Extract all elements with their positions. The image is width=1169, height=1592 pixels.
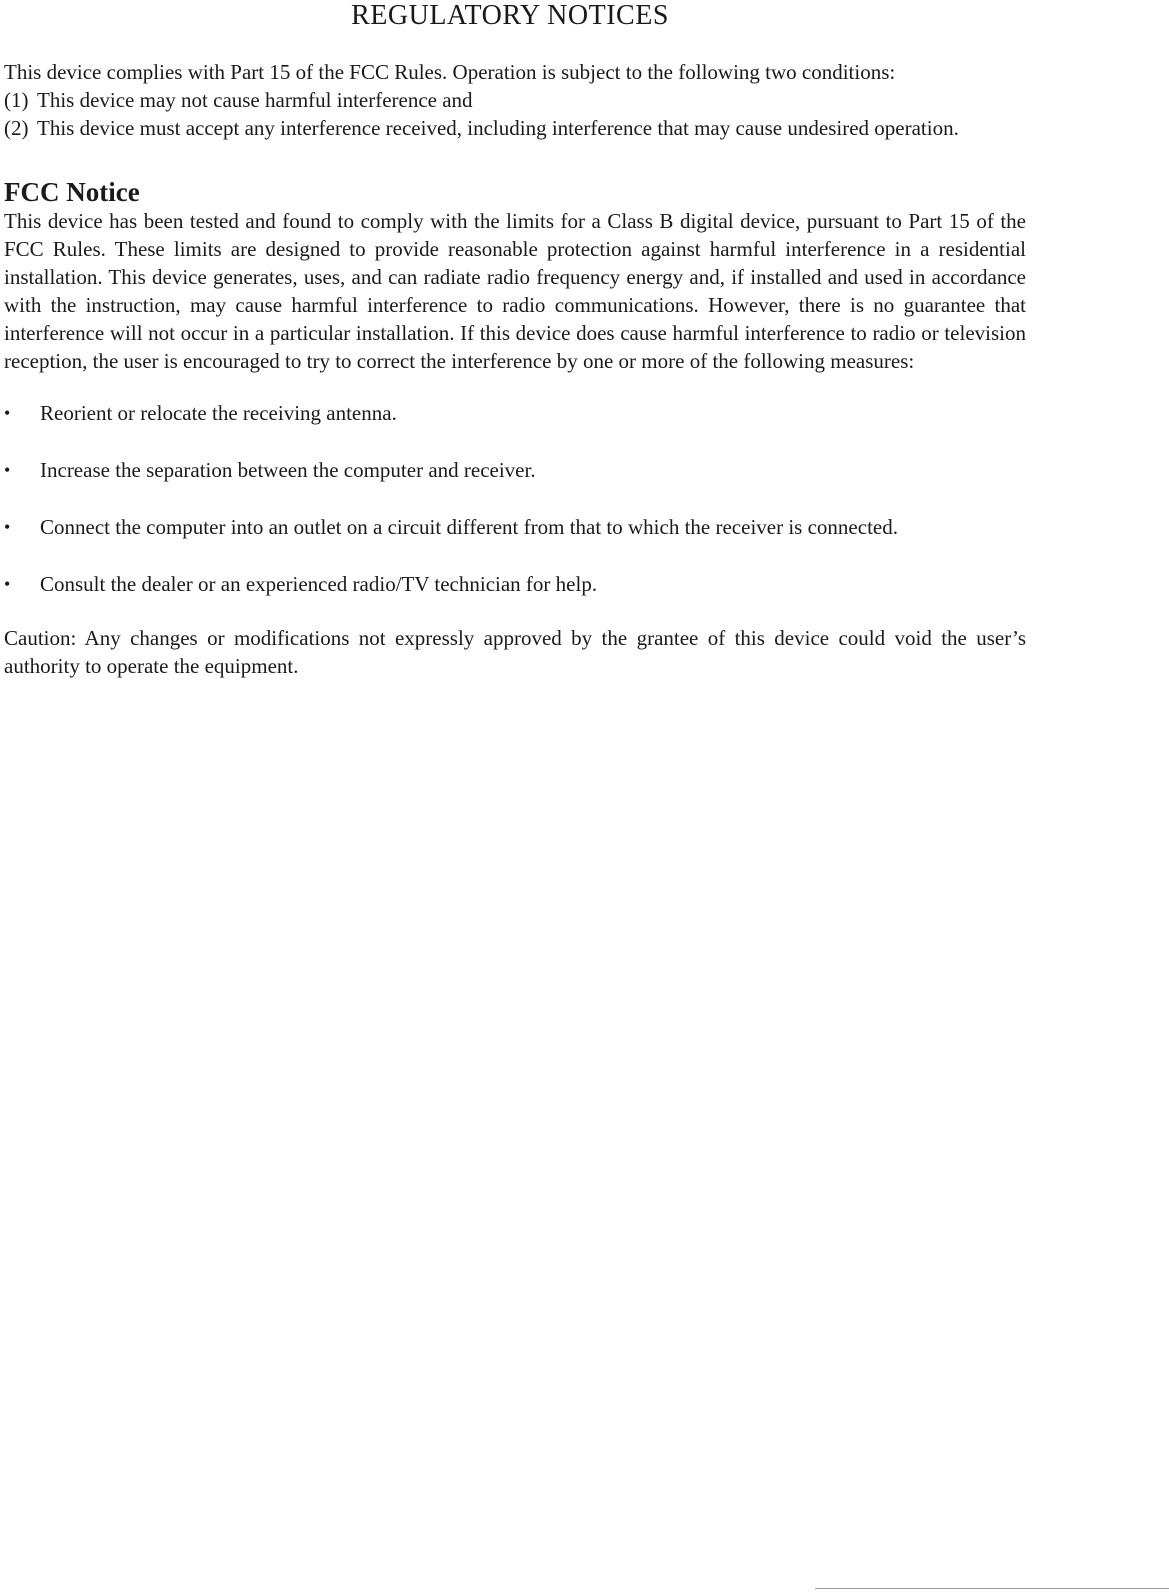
conditions-list — [4, 86, 1026, 142]
measure-item — [4, 513, 1026, 541]
measure-text: Increase the separation between the computer and receiver. — [40, 458, 536, 482]
condition-number: (2) — [4, 116, 29, 140]
measure-item — [4, 570, 1026, 598]
measure-text: Consult the dealer or an experienced radio/TV technician for help. — [40, 572, 598, 596]
bullet-icon: • — [4, 517, 11, 537]
page-title: REGULATORY NOTICES — [351, 0, 669, 31]
intro-paragraph: This device complies with Part 15 of the FCC Rules. Operation is subject to the following two conditions: — [4, 60, 896, 84]
measures-list — [4, 399, 1026, 598]
bullet-icon: • — [4, 403, 11, 423]
bullet-icon: • — [4, 460, 11, 480]
condition-item — [4, 114, 1026, 142]
fcc-notice-paragraph: This device has been tested and found to comply with the limits for a Class B digital device, pursuant to Part 15 of the FCC Rules. These limits are designed to provide reasonable protection against harmful interference in a residential installation. This device generates, uses, and can radiate radio frequency energy and, if installed and used in accordance with the instruction, may cause harmful interference to radio communications. However, there is no guarantee that interference will not occur in a particular installation. If this device does cause harmful interference to radio or television reception, the user is encouraged to try to correct the interference by one or more of the following measures: — [4, 209, 1026, 373]
condition-item — [4, 86, 1026, 114]
condition-text: This device may not cause harmful interference and — [37, 88, 473, 112]
scan-artifact-line — [815, 1588, 1169, 1589]
measure-item — [4, 399, 1026, 427]
condition-number: (1) — [4, 88, 29, 112]
condition-text: This device must accept any interference received, including interference that may cause undesired operation. — [37, 116, 959, 140]
measure-text: Connect the computer into an outlet on a circuit different from that to which the receiver is connected. — [40, 515, 898, 539]
fcc-notice-heading: FCC Notice — [4, 177, 140, 207]
measure-text: Reorient or relocate the receiving antenna. — [40, 401, 397, 425]
bullet-icon: • — [4, 574, 11, 594]
document-body — [4, 58, 1026, 680]
measure-item — [4, 456, 1026, 484]
caution-paragraph: Caution: Any changes or modifications not expressly approved by the grantee of this device could void the user’s authority to operate the equipment. — [4, 626, 1026, 678]
